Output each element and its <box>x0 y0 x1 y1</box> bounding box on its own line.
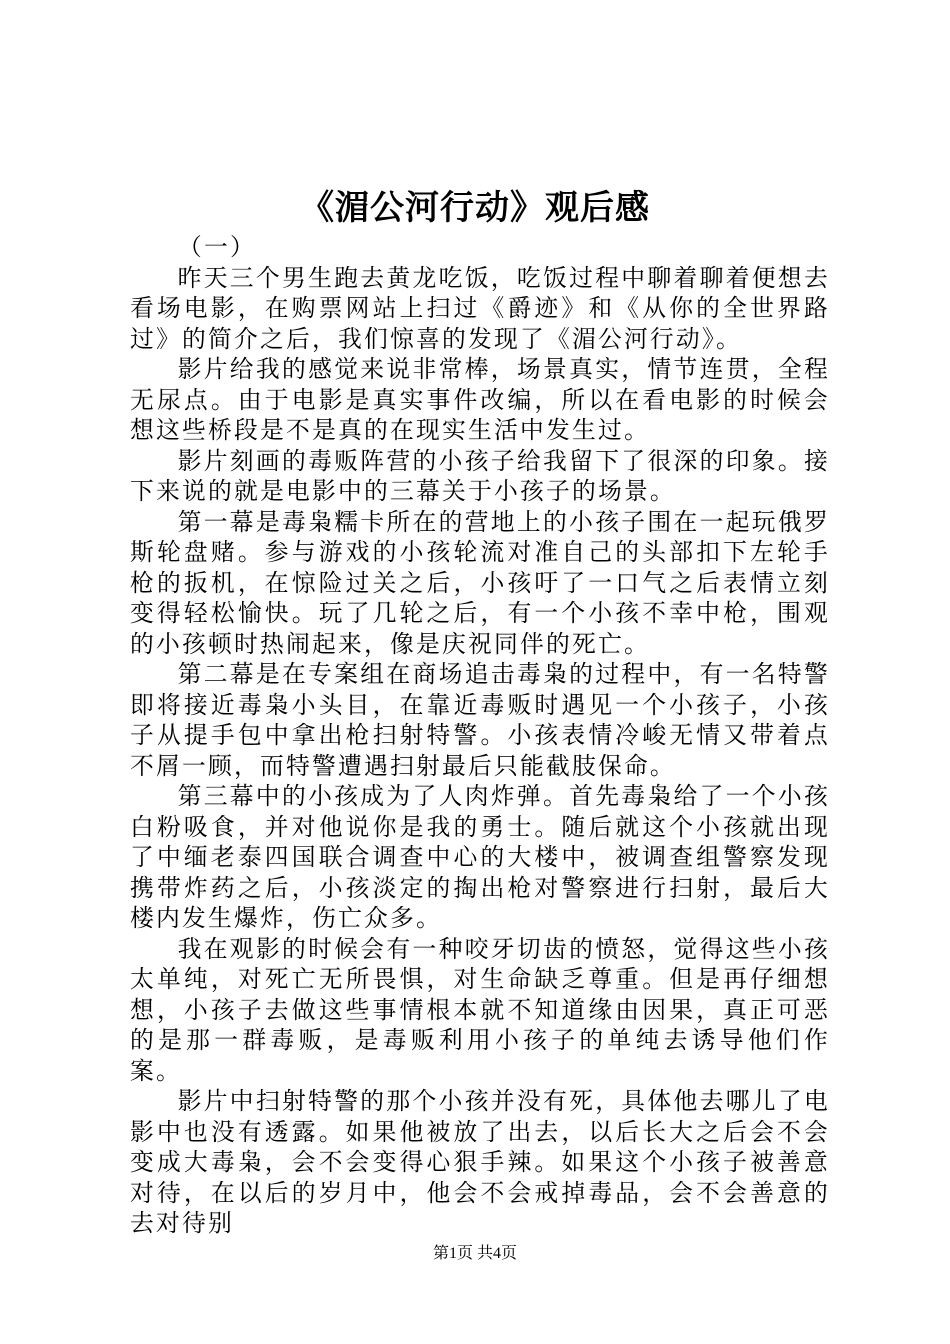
paragraph-7: 我在观影的时候会有一种咬牙切齿的愤怒，觉得这些小孩太单纯，对死亡无所畏惧，对生命缺乏尊重。但是再仔细想想，小孩子去做这些事情根本就不知道缘由因果，真正可恶的是那一群毒贩，是毒贩利用小孩子的单纯去诱导他们作案。 <box>130 934 830 1085</box>
paragraph-6: 第三幕中的小孩成为了人肉炸弹。首先毒枭给了一个小孩白粉吸食，并对他说你是我的勇士。随后就这个小孩就出现了中缅老泰四国联合调查中心的大楼中，被调查组警察发现携带炸药之后，小孩淡定的掏出枪对警察进行扫射，最后大楼内发生爆炸，伤亡众多。 <box>130 782 830 932</box>
paragraph-3: 影片刻画的毒贩阵营的小孩子给我留下了很深的印象。接下来说的就是电影中的三幕关于小孩子的场景。 <box>130 446 830 505</box>
paragraph-5: 第二幕是在专案组在商场追击毒枭的过程中，有一名特警即将接近毒枭小头目，在靠近毒贩时遇见一个小孩子，小孩子从提手包中拿出枪扫射特警。小孩表情冷峻无情又带着点不屑一顾，而特警遭遇扫射最后只能截肢保命。 <box>130 660 830 780</box>
page-title: 《湄公河行动》观后感 <box>300 188 650 228</box>
paragraph-4: 第一幕是毒枭糯卡所在的营地上的小孩子围在一起玩俄罗斯轮盘赌。参与游戏的小孩轮流对准自己的头部扣下左轮手枪的扳机，在惊险过关之后，小孩吁了一口气之后表情立刻变得轻松愉快。玩了几轮之后，有一个小孩不幸中枪，围观的小孩顿时热闹起来，像是庆祝同伴的死亡。 <box>130 507 830 658</box>
article-body <box>130 232 830 1239</box>
paragraph-1: 昨天三个男生跑去黄龙吃饭，吃饭过程中聊着聊着便想去看场电影，在购票网站上扫过《爵迹》和《从你的全世界路过》的简介之后，我们惊喜的发现了《湄公河行动》。 <box>130 263 830 353</box>
page-footer: 第1页 共4页 <box>432 1245 517 1262</box>
section-label: （一） <box>178 233 256 261</box>
paragraph-2: 影片给我的感觉来说非常棒，场景真实，情节连贯，全程无尿点。由于电影是真实事件改编，所以在看电影的时候会想这些桥段是不是真的在现实生活中发生过。 <box>130 355 830 444</box>
paragraph-8: 影片中扫射特警的那个小孩并没有死，具体他去哪儿了电影中也没有透露。如果他被放了出去，以后长大之后会不会变成大毒枭，会不会变得心狠手辣。如果这个小孩子被善意对待，在以后的岁月中，他会不会戒掉毒品，会不会善意的去对待别 <box>130 1087 830 1237</box>
